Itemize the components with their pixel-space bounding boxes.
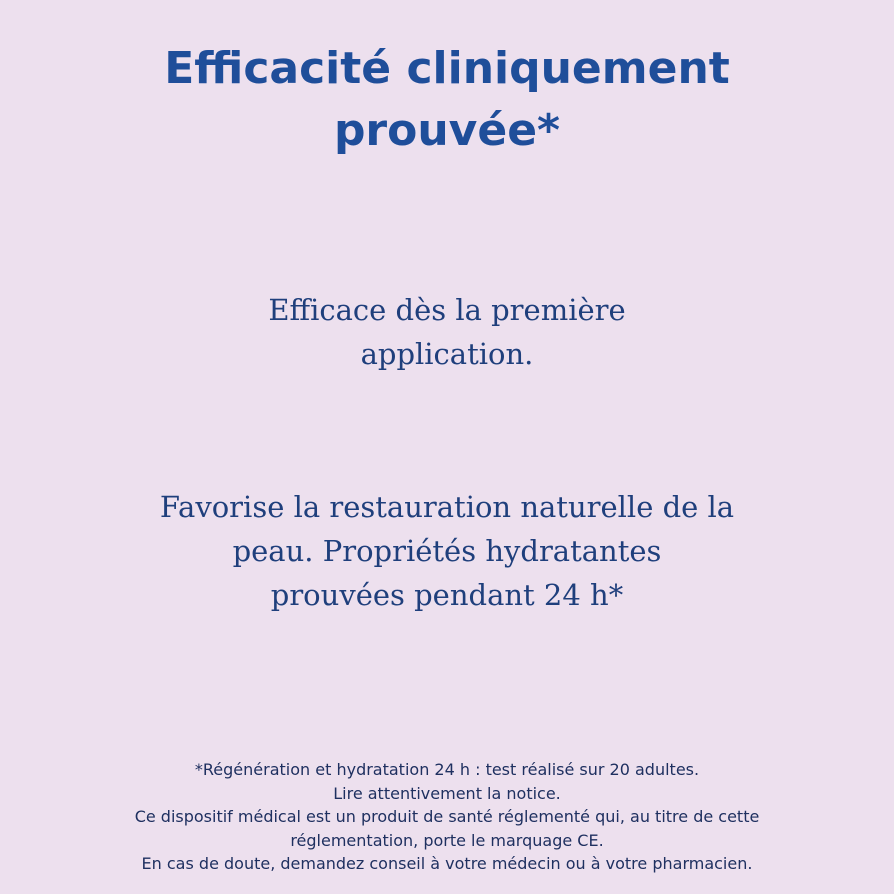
footnote-line-1: *Régénération et hydratation 24 h : test réalisé sur 20 adultes. [194,760,700,779]
headline-line-1: Efficacité cliniquement [164,43,730,94]
claim-first-application [0,288,894,376]
claim-2-line-3: prouvées pendant 24 h* [270,578,624,612]
headline-line-2: prouvée* [333,105,561,156]
claim-2-line-2: peau. Propriétés hydratantes [232,534,662,568]
footnote [0,758,894,876]
footnote-line-4: réglementation, porte le marquage CE. [290,830,604,850]
claim-skin-restoration [0,485,894,617]
claim-2-line-1: Favorise la restauration naturelle de la [159,490,735,524]
footnote-line-3: Ce dispositif médical est un produit de santé réglementé qui, au titre de cette [134,807,760,826]
claim-1-line-2: application. [360,337,534,371]
footnote-line-5: En cas de doute, demandez conseil à votre médecin ou à votre pharmacien. [141,854,753,873]
claim-1-line-1: Efficace dès la première [268,293,626,327]
headline [0,38,894,162]
footnote-line-2: Lire attentivement la notice. [333,783,561,803]
